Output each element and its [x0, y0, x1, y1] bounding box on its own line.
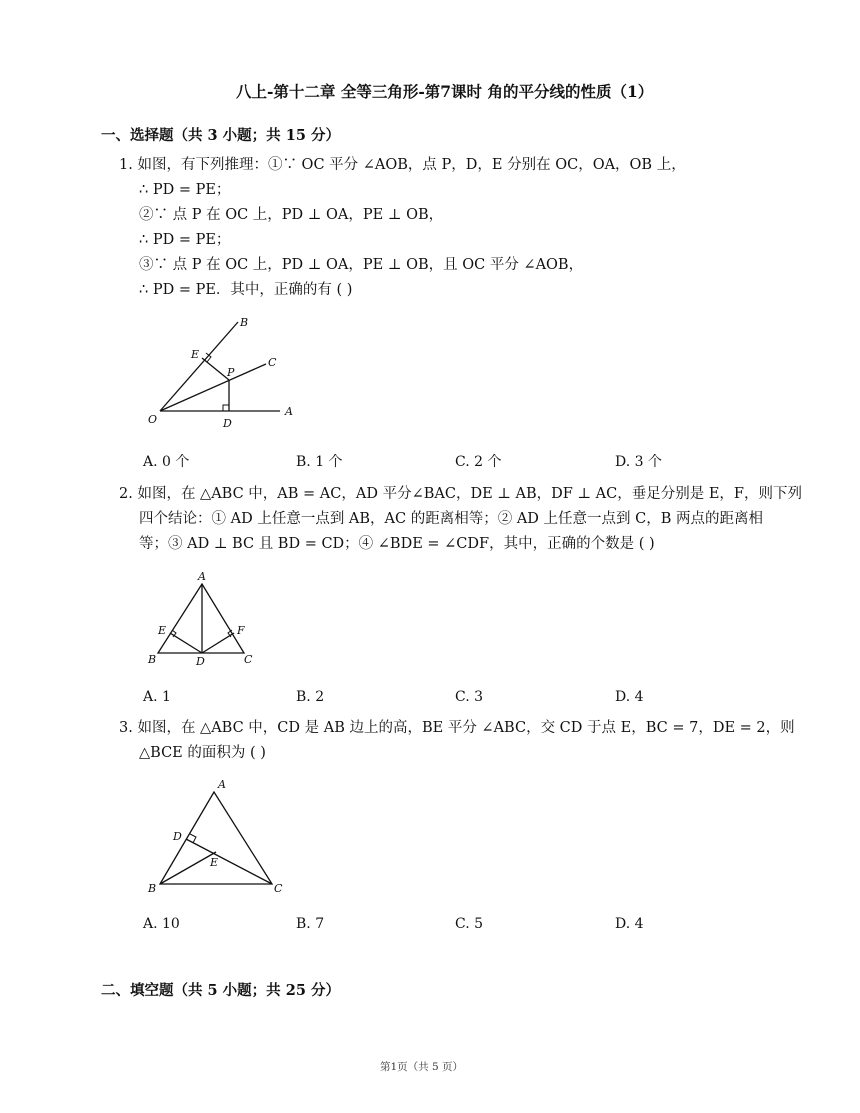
q1-option-c[interactable]: C. 2 个 — [455, 454, 502, 470]
right-angle-e — [172, 630, 176, 637]
label-d: D — [223, 417, 232, 430]
q1-line: ③∵ 点 P 在 OC 上，PD ⊥ OA，PE ⊥ OB，且 OC 平分 ∠AOB， — [139, 257, 584, 273]
label-a: A — [285, 405, 293, 418]
q2-line: 四个结论：① AD 上任意一点到 AB，AC 的距离相等；② AD 上任意一点到 C，B 两点的距离相 — [139, 511, 764, 527]
q1-option-a[interactable]: A. 0 个 — [143, 454, 190, 470]
q3-option-c[interactable]: C. 5 — [455, 916, 484, 932]
q1-line: 1. 如图，有下列推理：①∵ OC 平分 ∠AOB，点 P，D，E 分别在 OC，OA，OB 上， — [119, 157, 686, 173]
label-c: C — [244, 653, 253, 666]
label-f: F — [237, 624, 245, 637]
right-angle-d — [190, 834, 196, 843]
q1-line: ②∵ 点 P 在 OC 上，PD ⊥ OA，PE ⊥ OB， — [139, 207, 444, 223]
q2-option-a[interactable]: A. 1 — [143, 689, 171, 705]
segment-de — [170, 633, 202, 653]
q3-line: 3. 如图，在 △ABC 中，CD 是 AB 边上的高，BE 平分 ∠ABC，交 CD 于点 E，BC = 7，DE = 2，则 — [119, 720, 795, 736]
page-footer: 第1页（共 5 页） — [380, 1061, 464, 1073]
label-b: B — [240, 316, 249, 329]
q2-option-d[interactable]: D. 4 — [615, 689, 644, 705]
q2-option-b[interactable]: B. 2 — [296, 689, 325, 705]
label-a: A — [198, 570, 206, 583]
q3-option-b[interactable]: B. 7 — [296, 916, 325, 932]
q2-option-c[interactable]: C. 3 — [455, 689, 484, 705]
right-angle-d — [223, 405, 229, 411]
label-o: O — [148, 413, 158, 426]
label-e: E — [191, 348, 200, 361]
ray-ob — [160, 322, 238, 411]
q1-line: ∴ PD = PE； — [139, 232, 231, 248]
label-e: E — [158, 624, 167, 637]
right-angle-f — [228, 630, 232, 637]
page-title: 八上-第十二章 全等三角形-第7课时 角的平分线的性质（1） — [236, 82, 654, 101]
label-c: C — [268, 356, 277, 369]
label-e: E — [210, 856, 219, 869]
label-c: C — [274, 882, 283, 895]
q3-option-a[interactable]: A. 10 — [143, 916, 180, 932]
segment-df — [202, 633, 234, 653]
segment-be — [160, 852, 219, 884]
ray-oc — [160, 364, 266, 411]
right-angle-e — [206, 353, 211, 362]
q1-line: ∴ PD = PE； — [139, 182, 231, 198]
q2-line: 2. 如图，在 △ABC 中，AB = AC，AD 平分∠BAC，DE ⊥ AB，DF ⊥ AC，垂足分别是 E，F，则下列 — [119, 486, 802, 502]
triangle-abc — [160, 792, 272, 884]
label-p: P — [227, 366, 235, 379]
segment-cd — [186, 839, 272, 884]
label-b: B — [148, 653, 157, 666]
label-d: D — [196, 655, 205, 668]
section-heading-fill: 二、填空题（共 5 小题；共 25 分） — [101, 982, 340, 999]
section-heading-choice: 一、选择题（共 3 小题；共 15 分） — [101, 127, 340, 144]
triangle-abc — [158, 584, 244, 653]
q3-line: △BCE 的面积为 ( ) — [139, 745, 266, 761]
q2-line: 等；③ AD ⊥ BC 且 BD = CD；④ ∠BDE = ∠CDF，其中，正确的个数是 ( ) — [139, 536, 655, 552]
q1-option-b[interactable]: B. 1 个 — [296, 454, 343, 470]
label-d: D — [173, 830, 182, 843]
q1-option-d[interactable]: D. 3 个 — [615, 454, 662, 470]
q3-option-d[interactable]: D. 4 — [615, 916, 644, 932]
label-a: A — [218, 778, 226, 791]
q1-line: ∴ PD = PE．其中，正确的有 ( ) — [139, 282, 353, 298]
segment-pe — [202, 358, 229, 380]
label-b: B — [148, 882, 157, 895]
